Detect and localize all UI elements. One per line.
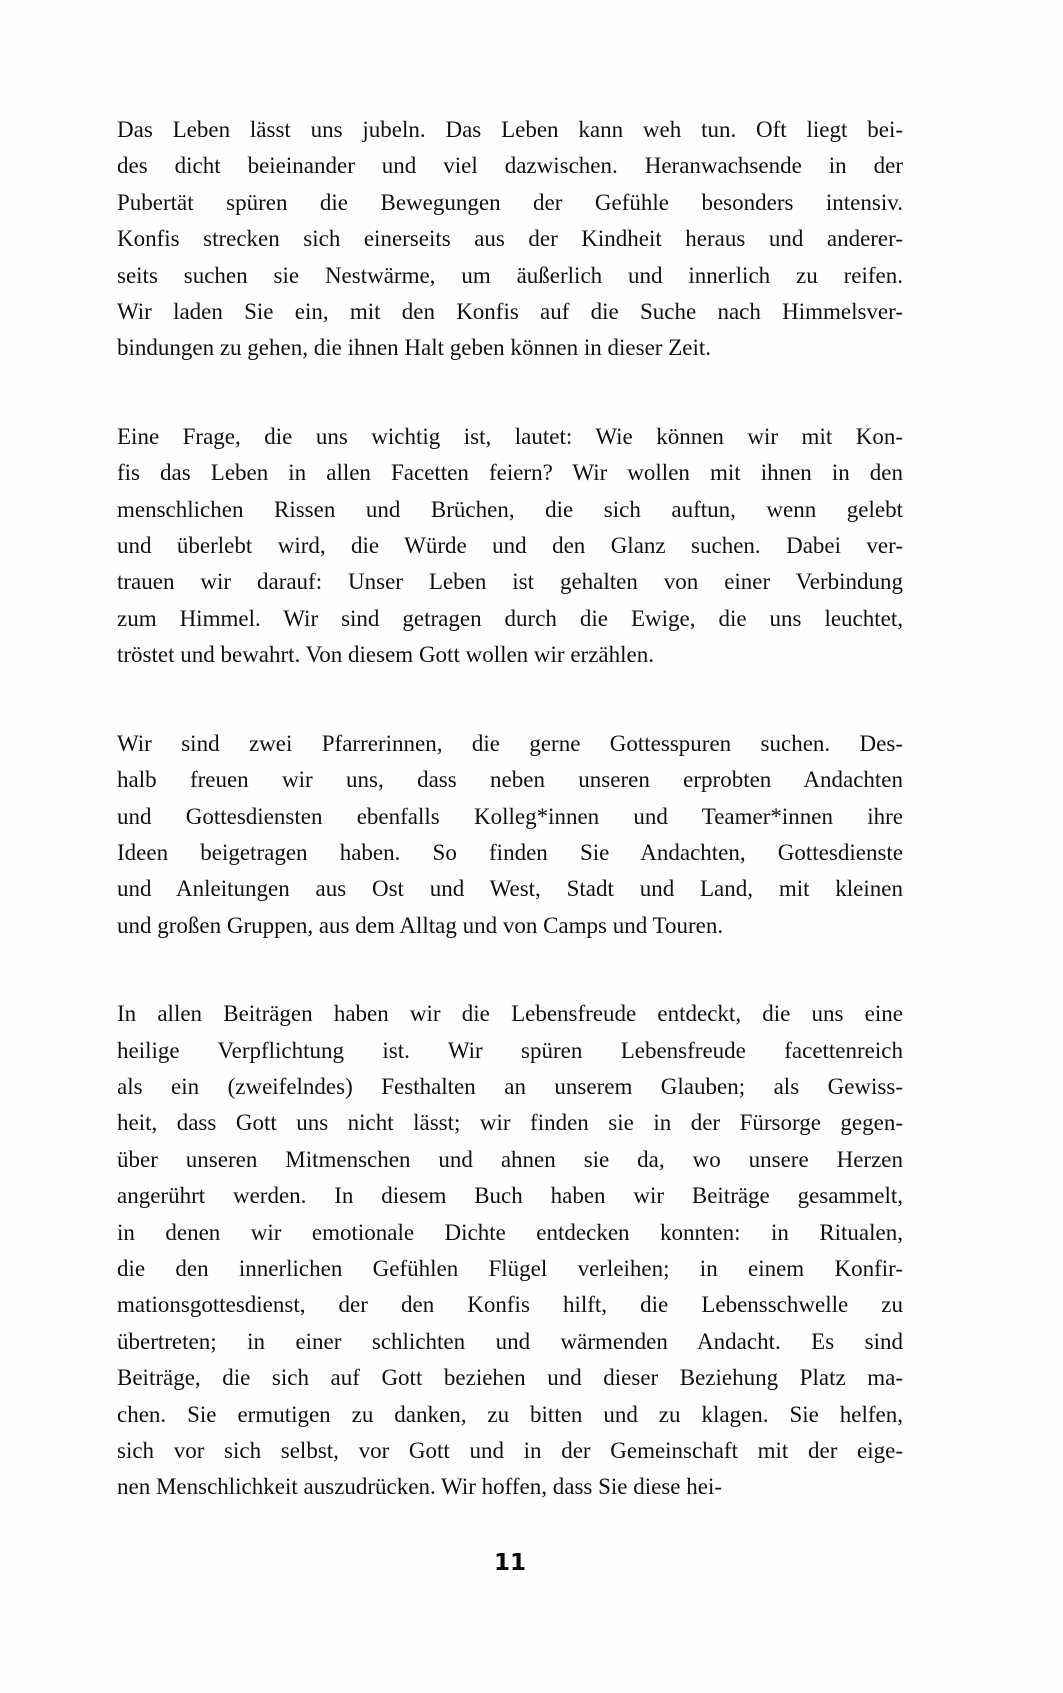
page-text-block [117, 112, 903, 1506]
text-line: Pubertät spüren die Bewegungen der Gefühle besonders intensiv. [117, 189, 903, 215]
text-line: Ideen beigetragen haben. So finden Sie Andachten, Gottesdienste [117, 839, 903, 865]
text-line: als ein (zweifelndes) Festhalten an unserem Glauben; als Gewiss- [117, 1073, 903, 1099]
paragraph [117, 996, 903, 1506]
text-line: Das Leben lässt uns jubeln. Das Leben kann weh tun. Oft liegt bei- [117, 117, 903, 142]
text-line: trauen wir darauf: Unser Leben ist gehalten von einer Verbindung [117, 569, 903, 595]
page-number: 11 [493, 1550, 526, 1576]
text-line: und großen Gruppen, aus dem Alltag und von Camps und Touren. [117, 912, 724, 938]
text-line: heit, dass Gott uns nicht lässt; wir finden sie in der Fürsorge gegen- [117, 1110, 903, 1136]
text-line: nen Menschlichkeit auszudrücken. Wir hoffen, dass Sie diese hei- [117, 1474, 722, 1500]
text-line: und Gottesdiensten ebenfalls Kolleg*innen und Teamer*innen ihre [117, 803, 903, 829]
text-line: Konfis strecken sich einerseits aus der Kindheit heraus und anderer- [117, 226, 903, 252]
text-line: und überlebt wird, die Würde und den Glanz suchen. Dabei ver- [117, 533, 903, 559]
text-line: In allen Beiträgen haben wir die Lebensfreude entdeckt, die uns eine [117, 1001, 903, 1027]
text-line: halb freuen wir uns, dass neben unseren erprobten Andachten [117, 767, 903, 793]
text-line: angerührt werden. In diesem Buch haben wir Beiträge gesammelt, [117, 1183, 903, 1209]
text-line: Beiträge, die sich auf Gott beziehen und dieser Beziehung Platz ma- [117, 1365, 903, 1391]
text-line: sich vor sich selbst, vor Gott und in der Gemeinschaft mit der eige- [117, 1438, 903, 1463]
text-line: heilige Verpflichtung ist. Wir spüren Lebensfreude facettenreich [117, 1037, 903, 1063]
text-line: menschlichen Rissen und Brüchen, die sich auftun, wenn gelebt [117, 496, 903, 522]
text-line: chen. Sie ermutigen zu danken, zu bitten und zu klagen. Sie helfen, [117, 1401, 903, 1427]
text-line: Eine Frage, die uns wichtig ist, lautet: Wie können wir mit Kon- [117, 423, 903, 449]
text-line: mationsgottesdienst, der den Konfis hilft, die Lebensschwelle zu [117, 1292, 903, 1318]
text-line: in denen wir emotionale Dichte entdecken konnten: in Ritualen, [117, 1219, 903, 1245]
paragraph [117, 419, 903, 674]
text-line: tröstet und bewahrt. Von diesem Gott wollen wir erzählen. [117, 642, 654, 668]
text-line: des dicht beieinander und viel dazwischen. Heranwachsende in der [117, 153, 903, 179]
text-line: die den innerlichen Gefühlen Flügel verleihen; in einem Konfir- [117, 1255, 903, 1281]
text-line: seits suchen sie Nestwärme, um äußerlich und innerlich zu reifen. [117, 262, 903, 288]
paragraph [117, 726, 903, 944]
text-line: fis das Leben in allen Facetten feiern? Wir wollen mit ihnen in den [117, 460, 903, 486]
text-line: zum Himmel. Wir sind getragen durch die Ewige, die uns leuchtet, [117, 605, 903, 631]
text-line: Wir laden Sie ein, mit den Konfis auf die Suche nach Himmelsver- [117, 299, 903, 325]
text-line: übertreten; in einer schlichten und wärmenden Andacht. Es sind [117, 1328, 903, 1354]
text-line: über unseren Mitmenschen und ahnen sie da, wo unsere Herzen [117, 1146, 903, 1172]
paragraph [117, 112, 903, 367]
text-line: und Anleitungen aus Ost und West, Stadt und Land, mit kleinen [117, 876, 903, 902]
text-line: bindungen zu gehen, die ihnen Halt geben können in dieser Zeit. [117, 335, 711, 361]
text-line: Wir sind zwei Pfarrerinnen, die gerne Gottesspuren suchen. Des- [117, 730, 903, 756]
